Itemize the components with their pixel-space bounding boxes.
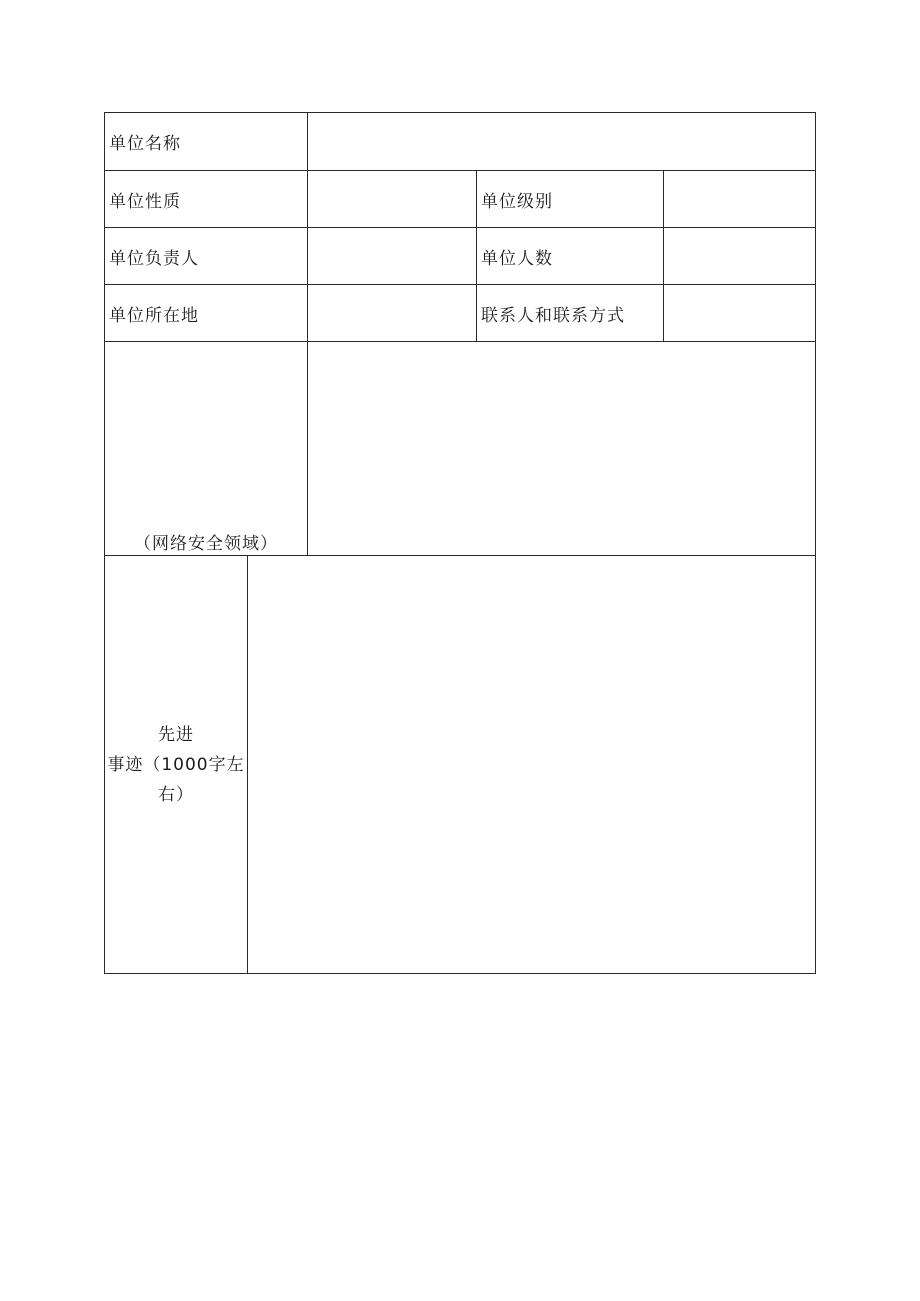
- unit-name-label: [104, 112, 307, 170]
- unit-head-field[interactable]: [307, 227, 476, 284]
- domain-field[interactable]: [307, 341, 816, 555]
- unit-head-label-text: 单位负责人: [109, 248, 199, 269]
- deeds-label-line1: 先进: [158, 724, 194, 745]
- deeds-label-text: [107, 720, 245, 810]
- unit-level-label-text: 单位级别: [481, 191, 553, 212]
- unit-name-label-text: 单位名称: [109, 134, 181, 154]
- unit-level-label: [476, 170, 663, 227]
- deeds-label-line2: 事迹（1000字左: [107, 754, 245, 775]
- application-form: [104, 112, 816, 974]
- unit-nature-field[interactable]: [307, 170, 476, 227]
- domain-label-text: （网络安全领域）: [134, 534, 278, 554]
- unit-location-label: [104, 284, 307, 341]
- unit-level-field[interactable]: [663, 170, 816, 227]
- unit-name-field[interactable]: [307, 112, 816, 170]
- unit-head-label: [104, 227, 307, 284]
- unit-nature-label-text: 单位性质: [109, 191, 181, 212]
- deeds-field[interactable]: [247, 555, 816, 974]
- contact-field[interactable]: [663, 284, 816, 341]
- unit-nature-label: [104, 170, 307, 227]
- deeds-label-line3: 右）: [158, 784, 194, 805]
- deeds-label: [104, 555, 247, 974]
- unit-headcount-label-text: 单位人数: [481, 248, 553, 269]
- contact-label: [476, 284, 663, 341]
- unit-location-field[interactable]: [307, 284, 476, 341]
- unit-headcount-field[interactable]: [663, 227, 816, 284]
- domain-label: [104, 341, 307, 555]
- unit-location-label-text: 单位所在地: [109, 305, 199, 326]
- contact-label-text: 联系人和联系方式: [481, 305, 625, 326]
- unit-headcount-label: [476, 227, 663, 284]
